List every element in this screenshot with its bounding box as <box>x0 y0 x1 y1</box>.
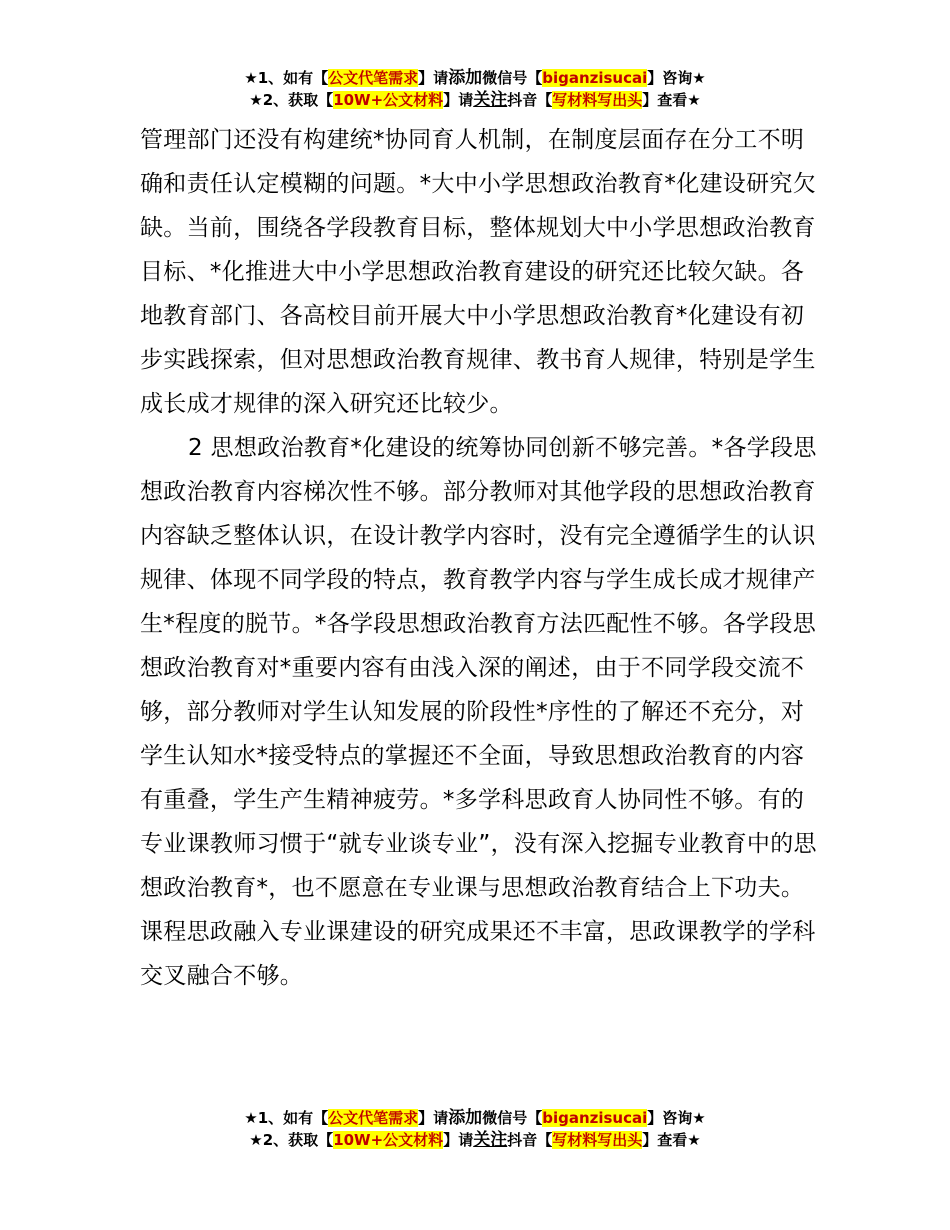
paragraph-1: 管理部门还没有构建统*协同育人机制，在制度层面存在分工不明确和责任认定模糊的问题。*大中小学思想政治教育*化建设研究欠缺。当前，围绕各学段教育目标，整体规划大中小学思想政治教育目标、*化推进大中小学思想政治教育建设的研究还比较欠缺。各地教育部门、各高校目前开展大中小学思想政治教育*化建设有初步实践探索，但对思想政治教育规律、教书育人规律，特别是学生成长成才规律的深入研究还比较少。 <box>140 127 816 417</box>
star-icon: ★ <box>244 69 258 87</box>
highlight-wechat-id: biganzisucai <box>542 1109 648 1127</box>
top-promo-banner <box>0 67 950 111</box>
banner-line-2: ★2、获取【10W+公文材料】请关注抖音【写材料写出头】查看★ <box>249 1130 701 1150</box>
bottom-promo-banner <box>0 1107 950 1151</box>
banner-line-2: ★2、获取【10W+公文材料】请关注抖音【写材料写出头】查看★ <box>249 90 701 110</box>
star-icon: ★ <box>692 1109 706 1127</box>
highlight-wechat-id: biganzisucai <box>542 69 648 87</box>
highlight-ghostwriting: 公文代笔需求 <box>328 1109 419 1127</box>
star-icon: ★ <box>687 1131 701 1149</box>
highlight-materials: 10W+公文材料 <box>333 1131 444 1149</box>
star-icon: ★ <box>692 69 706 87</box>
star-icon: ★ <box>244 1109 258 1127</box>
highlight-materials: 10W+公文材料 <box>333 91 444 109</box>
star-icon: ★ <box>249 1131 263 1149</box>
document-body <box>140 118 820 998</box>
banner-line-1: ★1、如有【公文代笔需求】请添加微信号【biganzisucai】咨询★ <box>244 68 706 88</box>
highlight-ghostwriting: 公文代笔需求 <box>328 69 419 87</box>
highlight-douyin-account: 写材料写出头 <box>552 1131 643 1149</box>
star-icon: ★ <box>249 91 263 109</box>
star-icon: ★ <box>687 91 701 109</box>
banner-line-1: ★1、如有【公文代笔需求】请添加微信号【biganzisucai】咨询★ <box>244 1108 706 1128</box>
highlight-douyin-account: 写材料写出头 <box>552 91 643 109</box>
paragraph-2: 2 思想政治教育*化建设的统筹协同创新不够完善。*各学段思想政治教育内容梯次性不够。部分教师对其他学段的思想政治教育内容缺乏整体认识，在设计教学内容时，没有完全遵循学生的认识规律、体现不同学段的特点，教育教学内容与学生成长成才规律产生*程度的脱节。*各学段思想政治教育方法匹配性不够。各学段思想政治教育对*重要内容有由浅入深的阐述，由于不同学段交流不够，部分教师对学生认知发展的阶段性*序性的了解还不充分，对学生认知水*接受特点的掌握还不全面，导致思想政治教育的内容有重叠，学生产生精神疲劳。*多学科思政育人协同性不够。有的专业课教师习惯于“就专业谈专业”，没有深入挖掘专业教育中的思想政治教育*，也不愿意在专业课与思想政治教育结合上下功夫。课程思政融入专业课建设的研究成果还不丰富，思政课教学的学科交叉融合不够。 <box>140 435 817 989</box>
